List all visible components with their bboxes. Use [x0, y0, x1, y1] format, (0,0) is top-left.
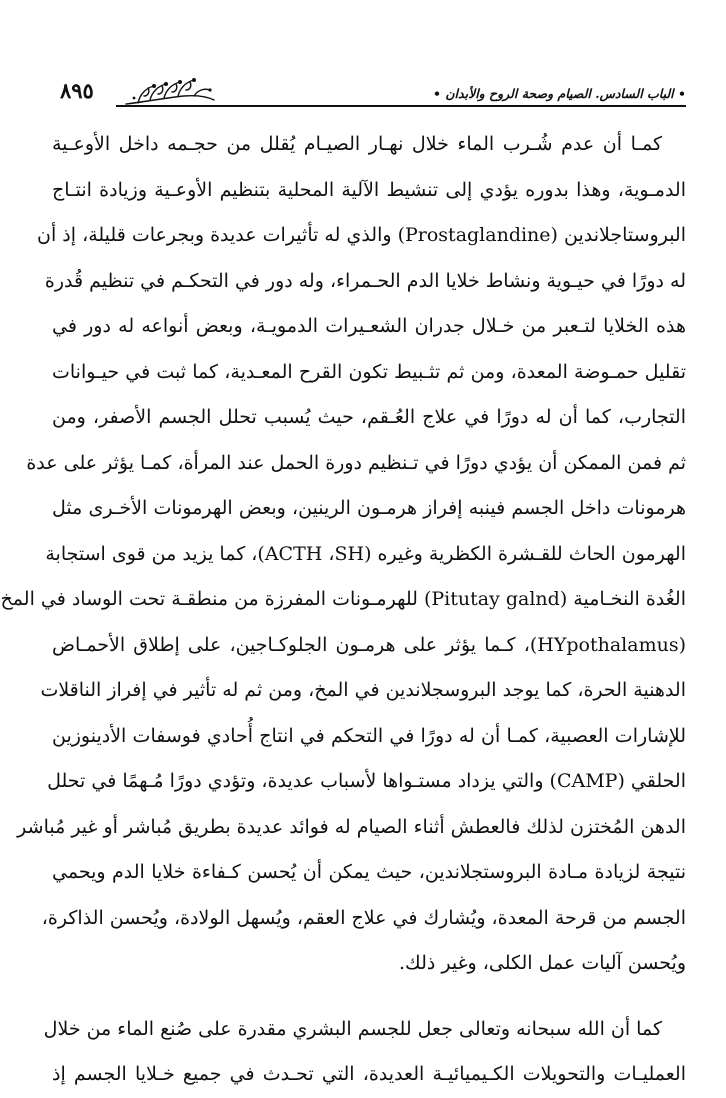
paragraph-gap: [52, 987, 686, 1007]
text-line: الدمـوية، وهذا بدوره يؤدي إلى تنشيط الآلية المحلية بتنظيم الأوعـية وزيادة انتـاج: [52, 178, 686, 201]
text-line: نتيجة لزيادة مـادة البروستجلاندين، حيث يمكن أن يُحسن كـفاءة خلايا الدم ويحمي: [52, 861, 686, 883]
text-line: الهرمون الحاث للقـشرة الكظرية وغيره (ACTH ،SH)، كما يزيد من قوى استجابة: [45, 542, 686, 565]
text-line: الدهنية الحرة، كما يوجد البروسجلاندين في المخ، ومن ثم له تأثير في إفراز الناقلات: [40, 679, 686, 701]
text-line: للإشارات العصبية، كمـا أن له دورًا في التحكم في انتاج أُحادي فوسفات الأدينوزين: [52, 724, 686, 747]
text-line: ثم فمن الممكن أن يؤدي دورًا في تـنظيم دورة الحمل عند المرأة، كمـا يؤثر على عدة: [26, 451, 686, 474]
text-line: له دورًا في حيـوية ونشاط خلايا الدم الحـمراء، وله دور في التحكـم في تنظيم قُدرة: [44, 269, 686, 292]
text-line: الجسم من قرحة المعدة، ويُشارك في علاج العقم، ويُسهل الولادة، ويُحسن الذاكرة،: [41, 906, 686, 929]
text-line: التجارب، كما أن له دورًا في علاج العُـقم، حيث يُسبب تحلل الجسم الأصفر، ومن: [52, 406, 686, 428]
paragraph-1: [0, 122, 686, 987]
text-line: تقليل حمـوضة المعدة، ومن ثم تثـبيط تكون القرح المعـدية، كما ثبت في حيـوانات: [52, 360, 686, 383]
text-line: كمـا أن عدم شُـرب الماء خلال نهـار الصيـام يُقلل من حجـمه داخل الأوعـية: [52, 133, 662, 155]
text-line: الغُدة النخـامية (Pitutay galnd) للهرمـونات المفرزة من منطقـة تحت الوساد في المخ: [0, 588, 686, 610]
text-line: البروستاجلاندين (Prostaglandine) والذي له تأثيرات عديدة وبجرعات قليلة، إذ أن: [37, 224, 686, 246]
text-line: هذه الخلايا لتـعبر من خـلال جدران الشعـيرات الدمويـة، وبعض أنواعه له دور في: [52, 315, 686, 337]
header-rule: [116, 105, 686, 107]
text-line: كما أن الله سبحانه وتعالى جعل للجسم البشري مقدرة على صُنع الماء من خلال: [43, 1017, 662, 1040]
text-line: ويُحسن آليات عمل الكلى، وغير ذلك.: [399, 952, 686, 974]
text-line: العمليـات والتحويلات الكـيميائيـة العديدة، التي تحـدث في جميع خـلايا الجسم إذ: [52, 1063, 686, 1085]
page-number: ٨٩٥: [60, 78, 94, 103]
text-line: (HYpothalamus)، كـما يؤثر على هرمـون الجلوكـاجين، على إطلاق الأحمـاض: [52, 633, 686, 656]
paragraph-2: [43, 1007, 686, 1098]
running-title: • الباب السادس. الصيام وصحة الروح والأبدان •: [433, 86, 686, 101]
text-line: هرمونات داخل الجسم فينبه إفراز هرمـون الرينين، وبعض الهرمونات الأخـرى مثل: [52, 497, 686, 519]
text-line: الدهن المُختزن لذلك فالعطش أثناء الصيام له فوائد عديدة بطريق مُباشر أو غير مُباشر: [17, 815, 686, 838]
text-line: الحلقي (CAMP) والتي يزداد مستـواها لأسباب عديدة، وتؤدي دورًا مُـهمًا في تحلل: [47, 770, 686, 792]
body-text: [0, 122, 686, 1098]
page-header: [36, 72, 686, 112]
